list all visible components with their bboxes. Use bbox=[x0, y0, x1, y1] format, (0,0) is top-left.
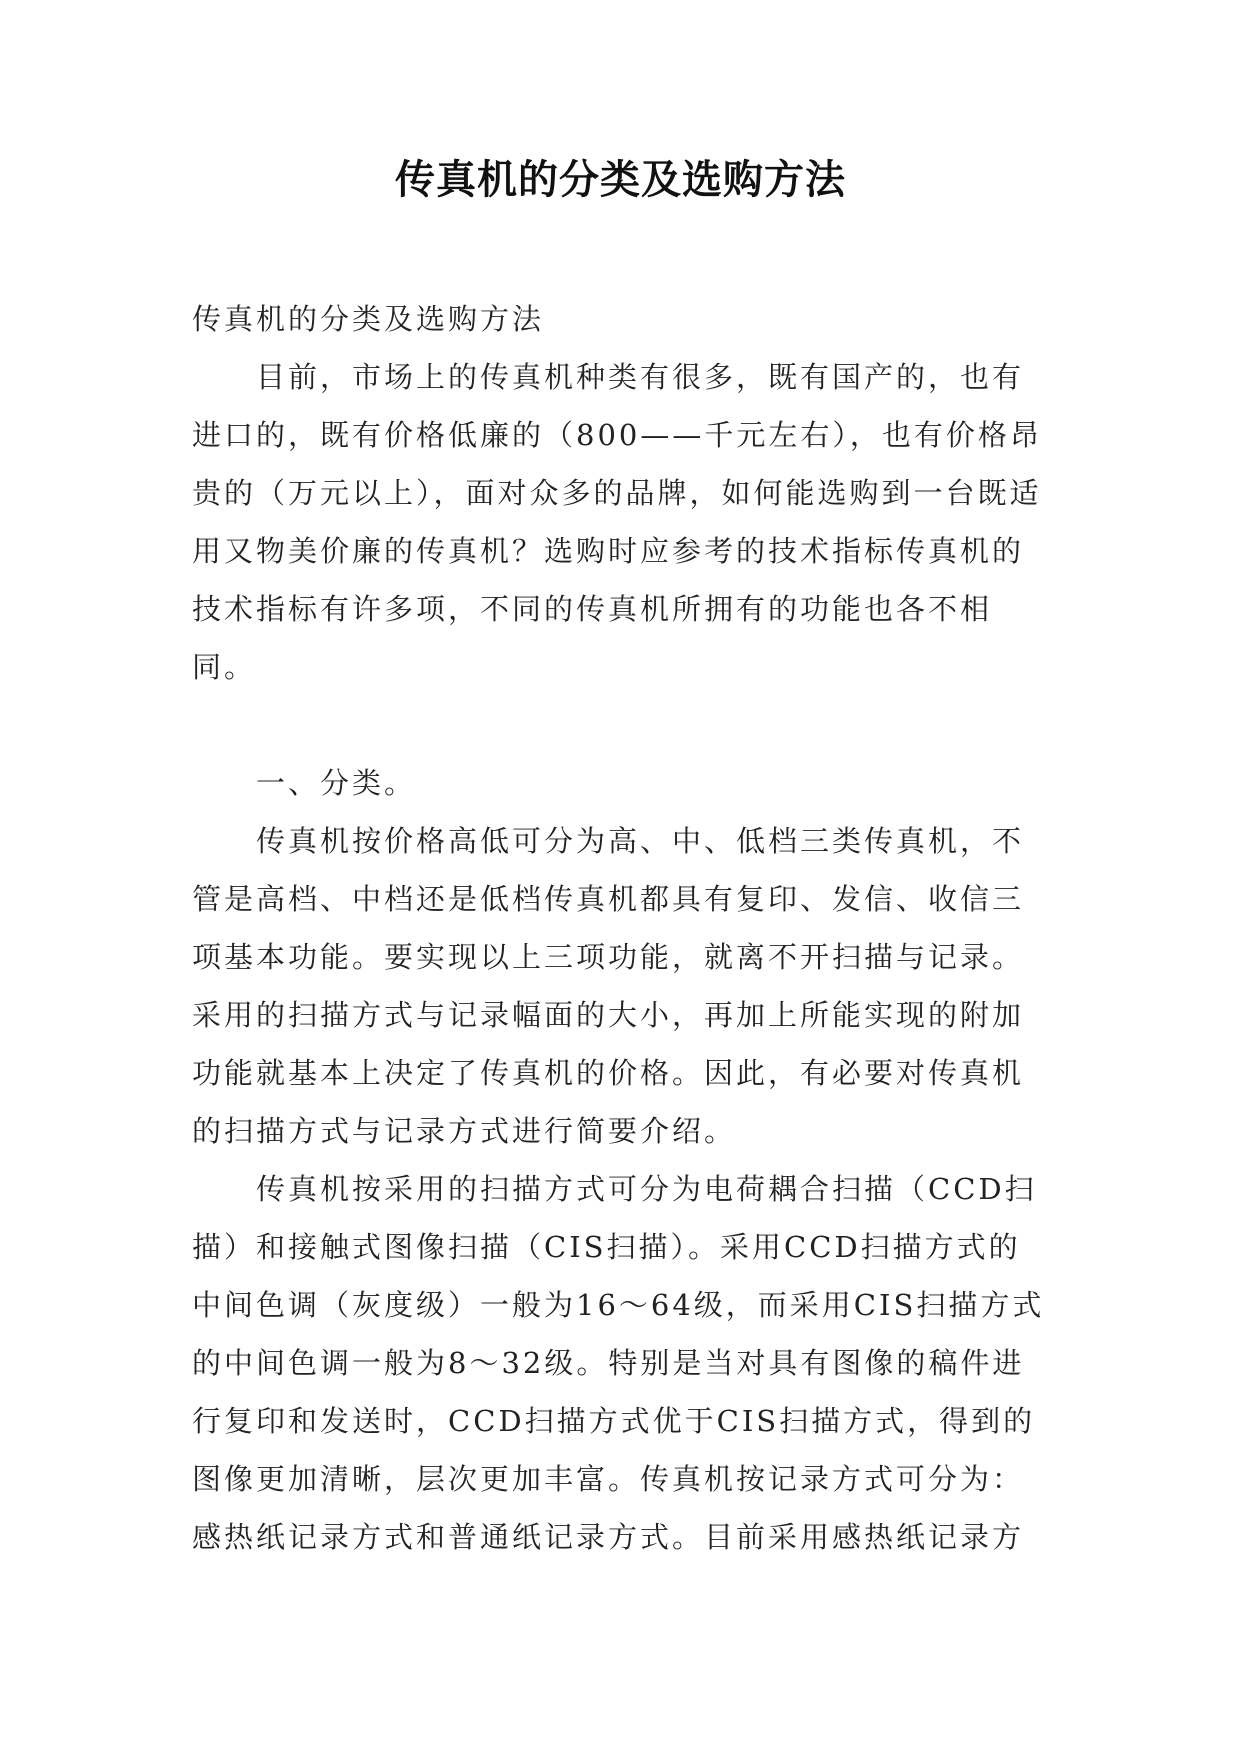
document-title: 传真机的分类及选购方法 bbox=[395, 157, 846, 203]
document-subtitle: 传真机的分类及选购方法 bbox=[192, 302, 545, 336]
paragraph-price-classes: 传真机按价格高低可分为高、中、低档三类传真机，不管是高档、中档还是低档传真机都具有复印、发信、收信三项基本功能。要实现以上三项功能，就离不开扫描与记录。采用的扫描方式与记录幅面的大小，再加上所能实现的附加功能就基本上决定了传真机的价格。因此，有必要对传真机的扫描方式与记录方式进行简要介绍。 bbox=[192, 824, 1025, 1148]
section-heading-classification: 一、分类。 bbox=[256, 766, 417, 800]
paragraph-intro: 目前，市场上的传真机种类有很多，既有国产的，也有进口的，既有价格低廉的（800——千元左右），也有价格昂贵的（万元以上），面对众多的品牌，如何能选购到一台既适用又物美价廉的传真机？选购时应参考的技术指标传真机的技术指标有许多项，不同的传真机所拥有的功能也各不相同。 bbox=[192, 360, 1042, 684]
document-body bbox=[192, 290, 1052, 1566]
paragraph-scan-methods: 传真机按采用的扫描方式可分为电荷耦合扫描（CCD扫描）和接触式图像扫描（CIS扫描）。采用CCD扫描方式的中间色调（灰度级）一般为16～64级，而采用CIS扫描方式的中间色调一般为8～32级。特别是当对具有图像的稿件进行复印和发送时，CCD扫描方式优于CIS扫描方式，得到的图像更加清晰，层次更加丰富。传真机按记录方式可分为：感热纸记录方式和普通纸记录方式。目前采用感热纸记录方 bbox=[192, 1172, 1045, 1554]
paragraph-spacer bbox=[192, 696, 1052, 754]
